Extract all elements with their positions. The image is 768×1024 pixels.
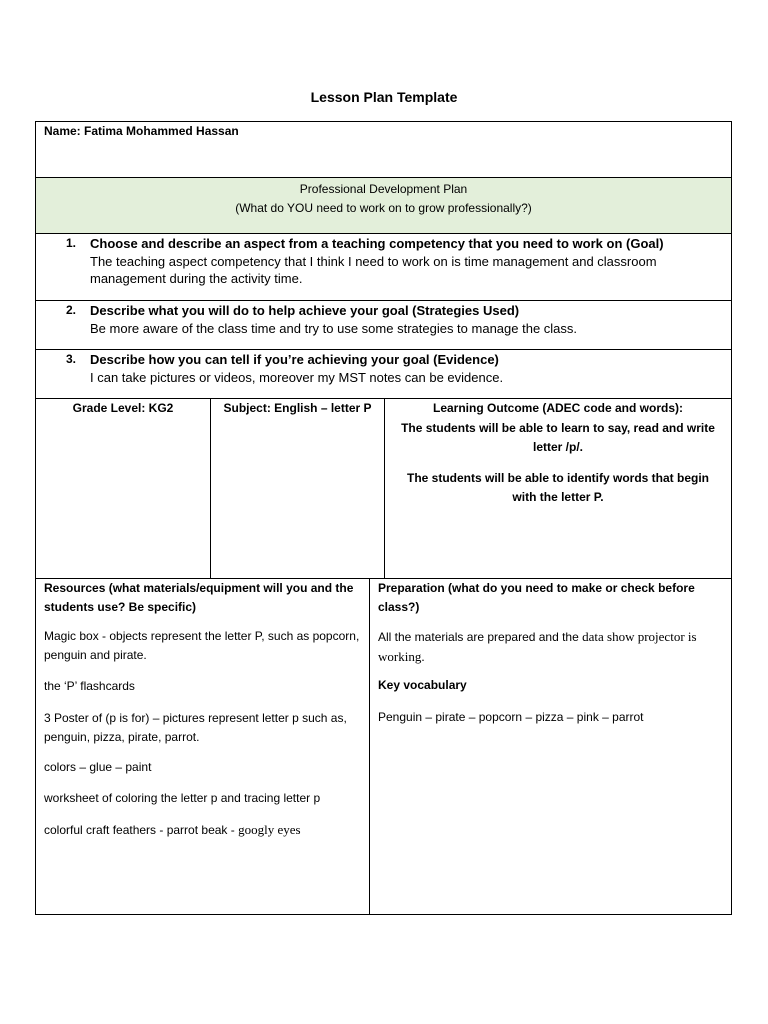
- subject: Subject: English – letter P: [223, 401, 372, 415]
- resource-item: the ‘P’ flashcards: [44, 679, 135, 693]
- preparation-text: All the materials are prepared and the data show projector is working.: [378, 629, 697, 664]
- item-body: I can take pictures or videos, moreover my MST notes can be evidence.: [90, 370, 504, 385]
- pdp-subheading: (What do YOU need to work on to grow professionally?): [235, 201, 532, 215]
- student-name: Name: Fatima Mohammed Hassan: [44, 124, 239, 138]
- resource-item: Magic box - objects represent the letter P, such as popcorn, penguin and pirate.: [44, 629, 360, 662]
- resource-item-last: colorful craft feathers - parrot beak - googly eyes: [44, 822, 301, 837]
- grade-level: Grade Level: KG2: [72, 401, 174, 415]
- resource-item: colors – glue – paint: [44, 760, 152, 774]
- evidence-item: [35, 349, 732, 399]
- key-vocabulary: Penguin – pirate – popcorn – pizza – pink – parrot: [378, 710, 644, 724]
- lesson-info-row: [35, 398, 732, 579]
- learning-outcome-cell: [385, 399, 731, 578]
- goal-item: [35, 233, 732, 301]
- page-title: Lesson Plan Template: [310, 89, 458, 105]
- item-body: The teaching aspect competency that I think I need to work on is time management and classroom management during the activity time.: [90, 254, 657, 286]
- outcome-2: The students will be able to identify words that begin with the letter P.: [406, 471, 710, 504]
- resource-item: worksheet of coloring the letter p and tracing letter p: [44, 791, 321, 805]
- resources-label: Resources (what materials/equipment will you and the students use? Be specific): [44, 581, 354, 614]
- preparation-cell: [370, 579, 731, 914]
- learning-outcome-label: Learning Outcome (ADEC code and words):: [432, 401, 684, 415]
- item-body: Be more aware of the class time and try to use some strategies to manage the class.: [90, 321, 578, 336]
- item-heading: Describe how you can tell if you’re achieving your goal (Evidence): [90, 352, 499, 367]
- resources-cell: [36, 579, 370, 914]
- key-vocabulary-label: Key vocabulary: [378, 678, 467, 692]
- outcome-1: The students will be able to learn to say, read and write letter /p/.: [401, 421, 715, 454]
- pdp-header: [35, 177, 732, 234]
- item-number: 2.: [66, 303, 77, 317]
- resources-preparation-row: [35, 578, 732, 915]
- item-number: 3.: [66, 352, 77, 366]
- item-heading: Describe what you will do to help achieve your goal (Strategies Used): [90, 303, 520, 318]
- pdp-heading: Professional Development Plan: [299, 182, 468, 196]
- preparation-label: Preparation (what do you need to make or check before class?): [378, 581, 695, 614]
- subject-cell: [211, 399, 385, 578]
- strategies-item: [35, 300, 732, 350]
- name-row: [35, 121, 732, 178]
- item-heading: Choose and describe an aspect from a teaching competency that you need to work on (Goal): [90, 236, 664, 251]
- resource-item: 3 Poster of (p is for) – pictures represent letter p such as, penguin, pizza, pirate, parrot.: [44, 711, 347, 744]
- grade-cell: [36, 399, 211, 578]
- item-number: 1.: [66, 236, 77, 250]
